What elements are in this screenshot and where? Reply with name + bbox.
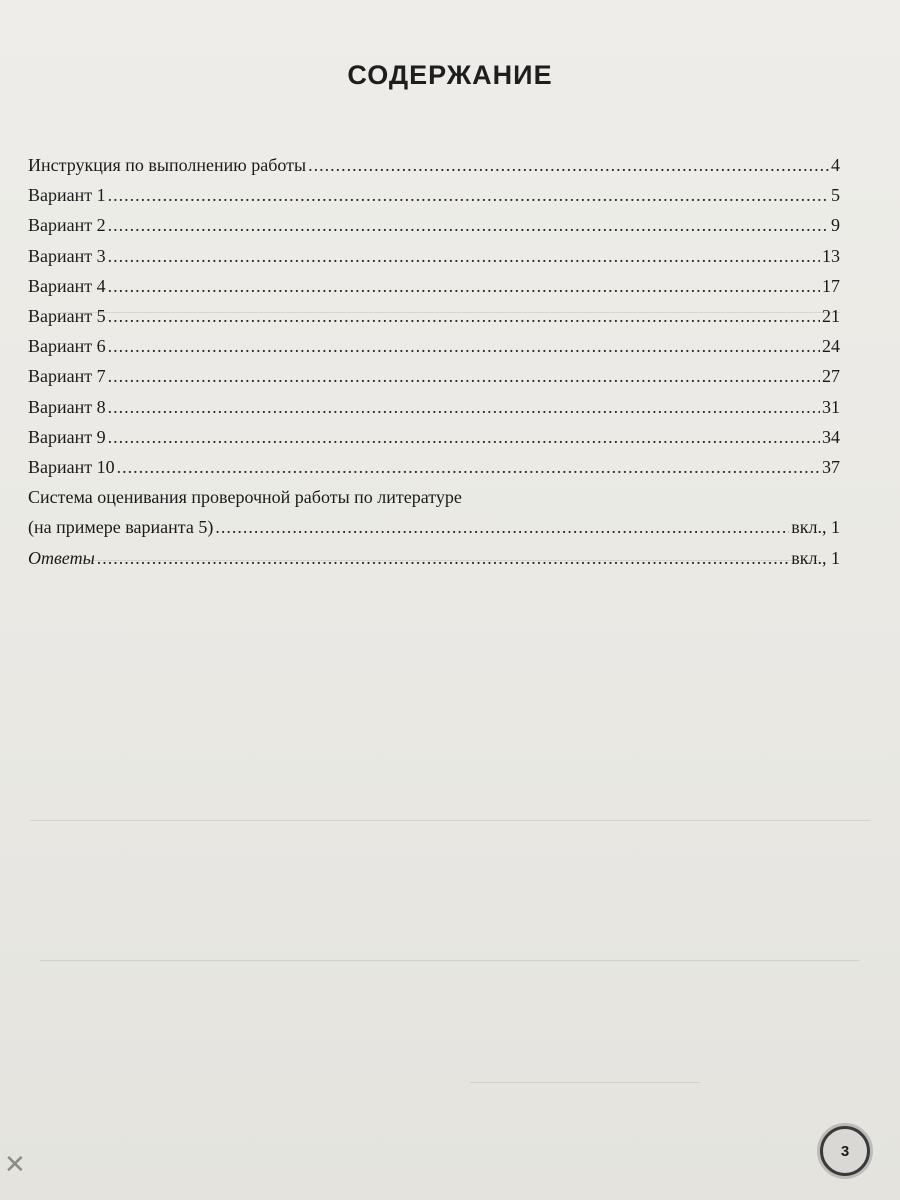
toc-entry-page: 13 <box>822 245 840 266</box>
toc-entry-page: 17 <box>822 275 840 296</box>
dot-leader <box>108 422 820 452</box>
corner-scissors-icon: ✕ <box>4 1150 26 1180</box>
dot-leader <box>108 271 820 301</box>
toc-entry-label: Инструкция по выполнению работы <box>28 155 307 175</box>
toc-entry-label: Вариант 2 <box>28 215 106 236</box>
toc-entry-page: 24 <box>822 336 840 357</box>
toc-entry-variant-3 <box>28 241 840 271</box>
toc-entry-variant-4 <box>28 271 840 301</box>
toc-entry-grading-line2 <box>28 512 840 542</box>
dot-leader <box>108 361 820 391</box>
toc-entry-label: Вариант 7 <box>28 366 106 387</box>
dot-leader <box>108 241 820 271</box>
toc-entry-variant-6 <box>28 331 840 361</box>
toc-entry-variant-1 <box>28 180 840 210</box>
toc-entry-label: Система оценивания проверочной работы по литературе <box>28 487 462 508</box>
toc-entry-label: Вариант 6 <box>28 336 106 357</box>
dot-leader <box>117 452 820 482</box>
toc-entry-page: 5 <box>831 185 840 206</box>
toc-entry-page: 27 <box>822 366 840 387</box>
dot-leader <box>108 392 820 422</box>
toc-entry-label: Вариант 5 <box>28 306 106 327</box>
toc-entry-page: 31 <box>822 396 840 417</box>
toc-entry-page: 4 <box>831 155 840 175</box>
dot-leader <box>108 180 829 210</box>
toc-entry-variant-7 <box>28 361 840 391</box>
dot-leader <box>108 210 829 240</box>
page-title: СОДЕРЖАНИЕ <box>347 60 553 90</box>
dot-leader <box>308 150 829 180</box>
toc-entry-page: 9 <box>831 215 840 236</box>
toc-entry-page: 37 <box>822 457 840 478</box>
toc-entry-label: Вариант 10 <box>28 457 115 478</box>
toc-entry-label: Вариант 3 <box>28 245 106 266</box>
toc-entry-page: 21 <box>822 306 840 327</box>
toc-entry-label: Вариант 8 <box>28 396 106 417</box>
toc-entry-label: Вариант 1 <box>28 185 106 206</box>
toc-entry-variant-9 <box>28 422 840 452</box>
toc-entry-label: Ответы <box>28 547 95 568</box>
toc-entry-instruction <box>28 150 840 180</box>
toc-entry-variant-2 <box>28 210 840 240</box>
toc-entry-label: (на примере варианта 5) <box>28 517 214 538</box>
page-number-badge: 3 <box>820 1126 870 1176</box>
toc-entry-variant-8 <box>28 392 840 422</box>
dot-leader <box>215 512 789 542</box>
dot-leader <box>97 543 790 573</box>
dot-leader <box>108 301 820 331</box>
toc-entry-page: вкл., 1 <box>791 547 840 568</box>
toc-entry-variant-10 <box>28 452 840 482</box>
toc-entry-page: вкл., 1 <box>791 517 840 538</box>
table-of-contents <box>28 150 840 573</box>
toc-entry-page: 34 <box>822 426 840 447</box>
toc-entry-answers <box>28 543 840 573</box>
dot-leader <box>108 331 820 361</box>
toc-entry-label: Вариант 9 <box>28 426 106 447</box>
toc-entry-grading-line1 <box>28 482 840 512</box>
toc-entry-label: Вариант 4 <box>28 275 106 296</box>
toc-entry-variant-5 <box>28 301 840 331</box>
